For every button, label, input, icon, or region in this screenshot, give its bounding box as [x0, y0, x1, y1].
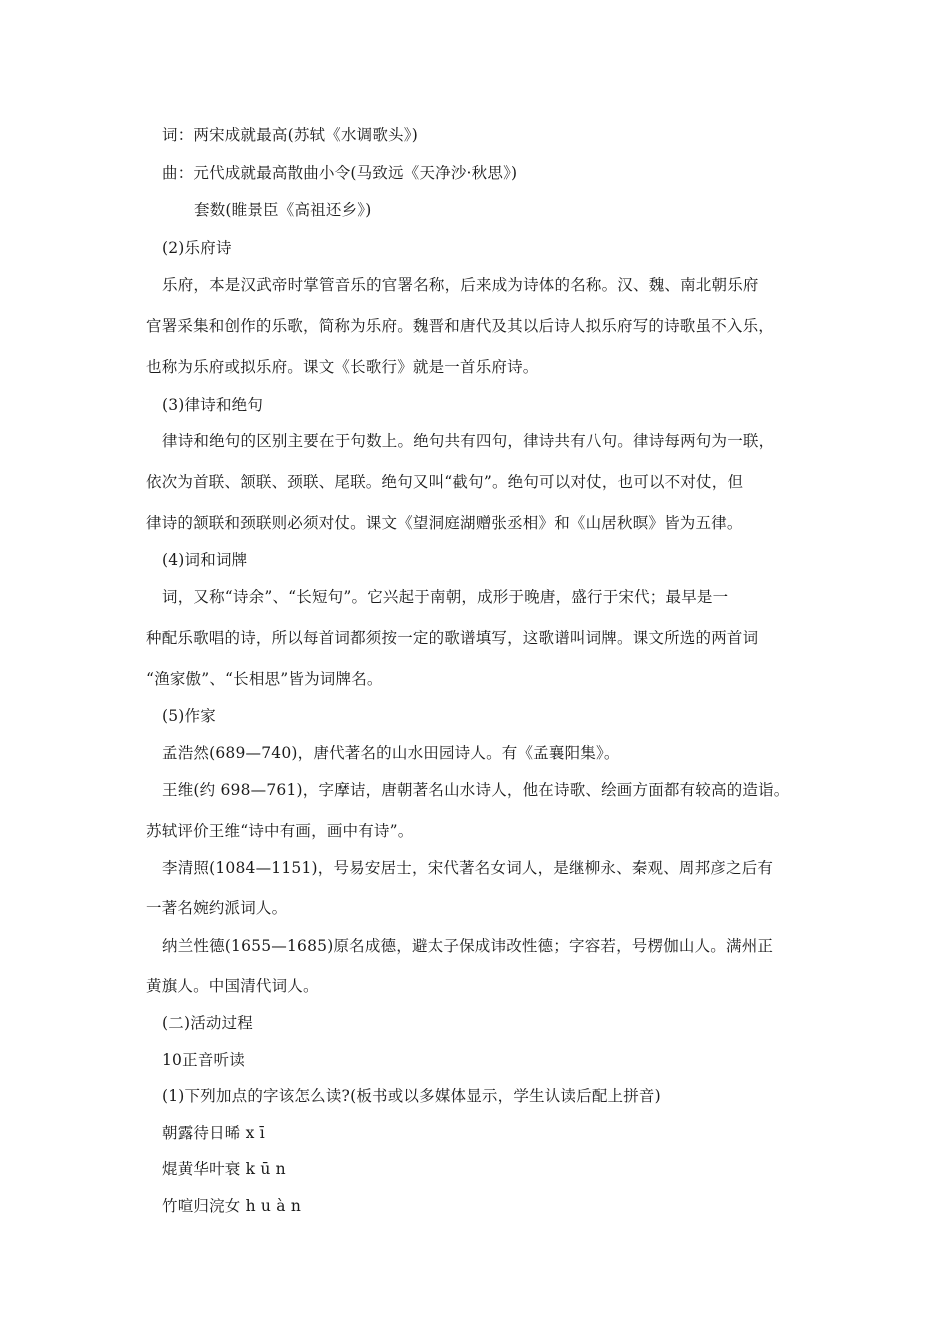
paragraph-line: “渔家傲”、“长相思”皆为词牌名。 — [146, 670, 383, 688]
paragraph-line: 苏轼评价王维“诗中有画，画中有诗”。 — [146, 822, 414, 840]
paragraph-line: 官署采集和创作的乐歌，简称为乐府。魏晋和唐代及其以后诗人拟乐府写的诗歌虽不入乐， — [146, 317, 775, 335]
paragraph-line: 种配乐歌唱的诗，所以每首词都须按一定的歌谱填写，这歌谱叫词牌。课文所选的两首词 — [146, 629, 759, 647]
section-heading-listen: 10正音听读 — [162, 1051, 245, 1069]
pinyin-line: 焜黄华叶衰 k ū n — [162, 1160, 286, 1178]
pinyin-line: 竹喧归浣女 h u à n — [162, 1197, 301, 1215]
section-heading-lushi: (3)律诗和绝句 — [162, 396, 264, 414]
paragraph-line: 律诗的颔联和颈联则必须对仗。课文《望洞庭湖赠张丞相》和《山居秋暝》皆为五律。 — [146, 514, 743, 532]
paragraph-line: 纳兰性德(1655—1685)原名成德，避太子保成讳改性德；字容若，号楞伽山人。满州正 — [162, 937, 774, 955]
paragraph-line: 乐府，本是汉武帝时掌管音乐的官署名称，后来成为诗体的名称。汉、魏、南北朝乐府 — [162, 276, 759, 294]
text-line-taoshu: 套数(睢景臣《高祖还乡》) — [194, 201, 372, 219]
text-line-qu: 曲：元代成就最高散曲小令(马致远《天净沙·秋思》) — [162, 164, 518, 182]
paragraph-line: 孟浩然(689—740)，唐代著名的山水田园诗人。有《孟襄阳集》。 — [162, 744, 620, 762]
text-line-ci: 词：两宋成就最高(苏轼《水调歌头》) — [162, 126, 418, 144]
paragraph-line: 王维(约 698—761)，字摩诘，唐朝著名山水诗人，他在诗歌、绘画方面都有较高的造诣。 — [162, 781, 790, 799]
paragraph-line: 黄旗人。中国清代词人。 — [146, 977, 319, 995]
section-heading-yuefu: (2)乐府诗 — [162, 239, 232, 257]
paragraph-line: 李清照(1084—1151)，号易安居士，宋代著名女词人，是继柳永、秦观、周邦彦之后有 — [162, 859, 774, 877]
paragraph-line: 依次为首联、颔联、颈联、尾联。绝句又叫“截句”。绝句可以对仗，也可以不对仗，但 — [146, 473, 744, 491]
paragraph-line: 词，又称“诗余”、“长短句”。它兴起于南朝，成形于晚唐，盛行于宋代；最早是一 — [162, 588, 729, 606]
pinyin-line: 朝露待日晞 x ī — [162, 1124, 265, 1142]
section-heading-cipai: (4)词和词牌 — [162, 551, 248, 569]
section-heading-process: (二)活动过程 — [162, 1014, 253, 1032]
section-heading-zuojia: (5)作家 — [162, 707, 216, 725]
paragraph-line: 律诗和绝句的区别主要在于句数上。绝句共有四句，律诗共有八句。律诗每两句为一联， — [162, 432, 775, 450]
paragraph-line: 一著名婉约派词人。 — [146, 899, 288, 917]
paragraph-line: 也称为乐府或拟乐府。课文《长歌行》就是一首乐府诗。 — [146, 358, 539, 376]
paragraph-line: (1)下列加点的字该怎么读?(板书或以多媒体显示，学生认读后配上拼音) — [162, 1087, 661, 1105]
